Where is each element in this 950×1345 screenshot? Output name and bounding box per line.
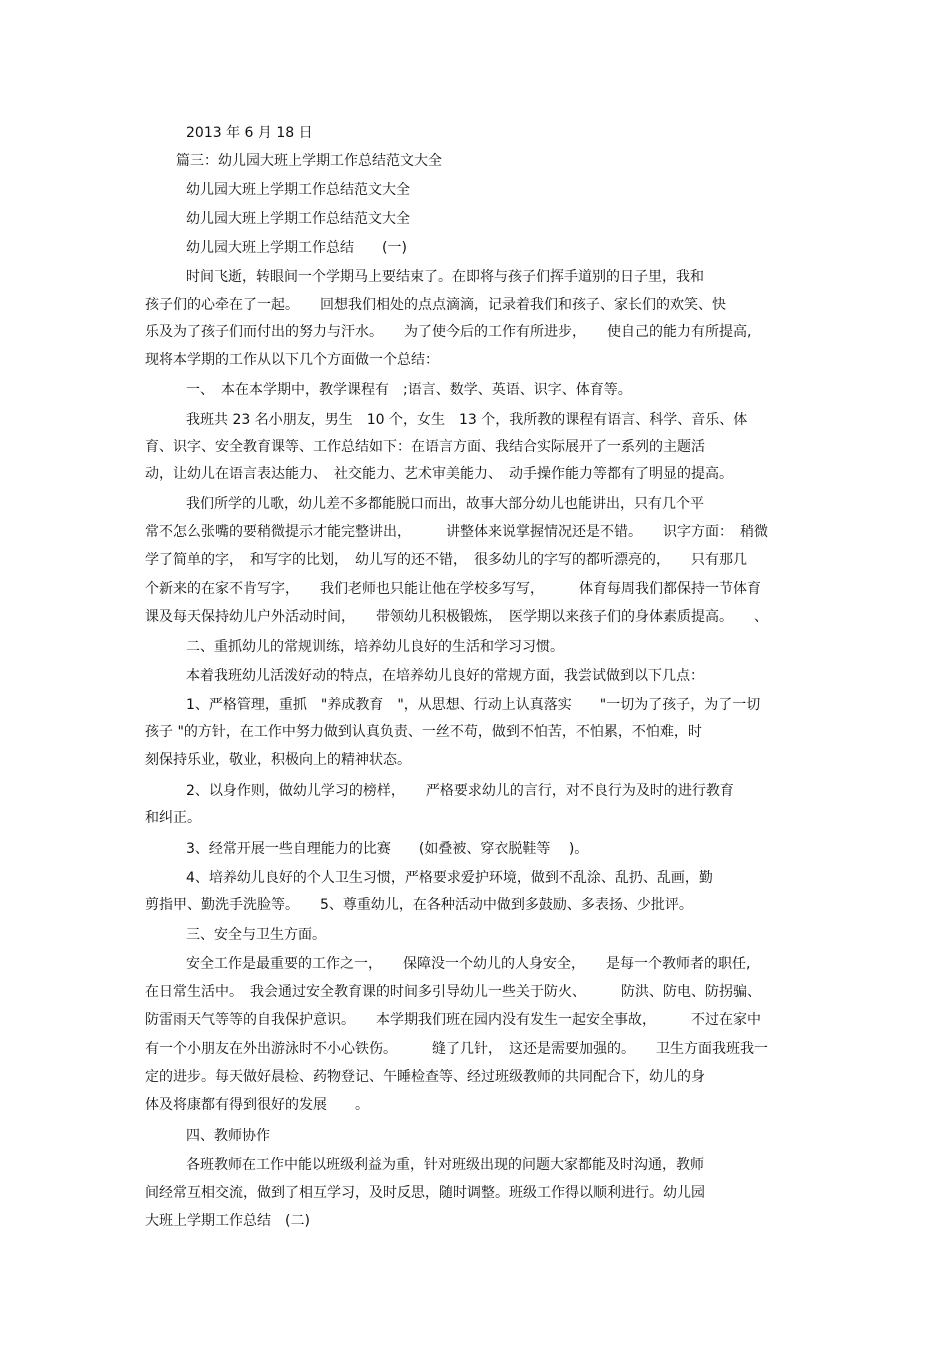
- paragraph-line: 乐及为了孩子们而付出的努力与汗水。 为了使今后的工作有所进步， 使自己的能力有所提高,: [145, 324, 752, 340]
- section-heading: 四、教师协作: [186, 1128, 270, 1144]
- paragraph-line: 我班共 23 名小朋友，男生 10 个，女生 13 个，我所教的课程有语言、科学、音乐、体: [186, 412, 748, 428]
- title-line: 幼儿园大班上学期工作总结 (一): [186, 240, 407, 256]
- paragraph-line: 间经常互相交流，做到了相互学习，及时反思，随时调整。班级工作得以顺利进行。幼儿园: [145, 1185, 705, 1201]
- paragraph-line: 安全工作是最重要的工作之一， 保障没一个幼儿的人身安全， 是每一个教师者的职任,: [186, 956, 751, 972]
- paragraph-line: 本着我班幼儿活泼好动的特点，在培养幼儿良好的常规方面，我尝试做到以下几点：: [186, 668, 704, 684]
- paragraph-line: 动，让幼儿在语言表达能力、 社交能力、艺术审美能力、 动手操作能力等都有了明显的提高。: [145, 466, 733, 482]
- paragraph-line: 有一个小朋友在外出游泳时不小心铁伤。 缝了几针， 这还是需要加强的。 卫生方面我班我一: [145, 1041, 768, 1057]
- section-heading: 三、安全与卫生方面。: [186, 927, 326, 943]
- paragraph-line: 4、培养幼儿良好的个人卫生习惯，严格要求爱护环境，做到不乱涂、乱扔、乱画，勤: [186, 870, 713, 886]
- paragraph-line: 时间飞逝，转眼间一个学期马上要结束了。在即将与孩子们挥手道别的日子里，我和: [186, 269, 704, 285]
- paragraph-line: 常不怎么张嘴的要稍微提示才能完整讲出， 讲整体来说掌握情况还是不错。 识字方面： 稍微: [145, 524, 768, 540]
- paragraph-line: 定的进步。每天做好晨检、药物登记、午睡检查等、经过班级教师的共同配合下，幼儿的身: [145, 1069, 705, 1085]
- paragraph-line: 现将本学期的工作从以下几个方面做一个总结：: [145, 352, 439, 368]
- paragraph-line: 个新来的在家不肯写字， 我们老师也只能让他在学校多写写， 体育每周我们都保持一节体育: [145, 581, 761, 597]
- paragraph-line: 3、经常开展一些自理能力的比赛 (如叠被、穿衣脱鞋等 )。: [186, 841, 589, 857]
- date-line: 2013 年 6 月 18 日: [186, 125, 313, 141]
- paragraph-line: 孩子们的心牵在了一起。 回想我们相处的点点滴滴，记录着我们和孩子、家长们的欢笑、快: [145, 297, 726, 313]
- paragraph-line: 剪指甲、勤洗手洗脸等。 5、尊重幼儿，在各种活动中做到多鼓励、多表扬、少批评。: [145, 897, 693, 913]
- paragraph-line: 体及将康都有得到很好的发展 。: [145, 1097, 369, 1113]
- title-line: 幼儿园大班上学期工作总结范文大全: [186, 211, 410, 227]
- paragraph-line: 我们所学的儿歌，幼儿差不多都能脱口而出，故事大部分幼儿也能讲出，只有几个平: [186, 496, 704, 512]
- title-line: 幼儿园大班上学期工作总结范文大全: [186, 182, 410, 198]
- paragraph-line: 1、严格管理，重抓 "养成教育 "，从思想、行动上认真落实 "一切为了孩子，为了一切: [186, 697, 761, 713]
- paragraph-line: 育、识字、安全教育课等、工作总结如下：在语言方面、我结合实际展开了一系列的主题活: [145, 439, 705, 455]
- section-heading: 二、重抓幼儿的常规训练，培养幼儿良好的生活和学习习惯。: [186, 639, 564, 655]
- paragraph-line: 各班教师在工作中能以班级利益为重，针对班级出现的问题大家都能及时沟通，教师: [186, 1157, 704, 1173]
- paragraph-line: 大班上学期工作总结 (二): [145, 1213, 310, 1229]
- paragraph-line: 防雷雨天气等等的自我保护意识。 本学期我们班在园内没有发生一起安全事故， 不过在家中: [145, 1012, 761, 1028]
- paragraph-line: 在日常生活中。 我会通过安全教育课的时间多引导幼儿一些关于防火、 防洪、防电、防拐骗、: [145, 984, 761, 1000]
- paragraph-line: 2、以身作则，做幼儿学习的榜样， 严格要求幼儿的言行，对不良行为及时的进行教育: [186, 783, 734, 799]
- paragraph-line: 一、 本在本学期中，教学课程有 ;语言、数学、英语、识字、体育等。: [186, 382, 632, 398]
- paragraph-line: 学了简单的字， 和写字的比划， 幼儿写的还不错， 很多幼儿的字写的都听漂亮的， 只有那几: [145, 552, 747, 568]
- paragraph-line: 刻保持乐业，敬业，积极向上的精神状态。: [145, 752, 411, 768]
- paragraph-line: 和纠正。: [145, 810, 201, 826]
- paragraph-line: 课及每天保持幼儿户外活动时间， 带领幼儿积极锻炼， 医学期以来孩子们的身体素质提高。 、: [145, 609, 768, 625]
- section-heading: 篇三：幼儿园大班上学期工作总结范文大全: [176, 153, 442, 169]
- paragraph-line: 孩子 "的方针，在工作中努力做到认真负责、一丝不苟，做到不怕苦，不怕累，不怕难，时: [145, 724, 702, 740]
